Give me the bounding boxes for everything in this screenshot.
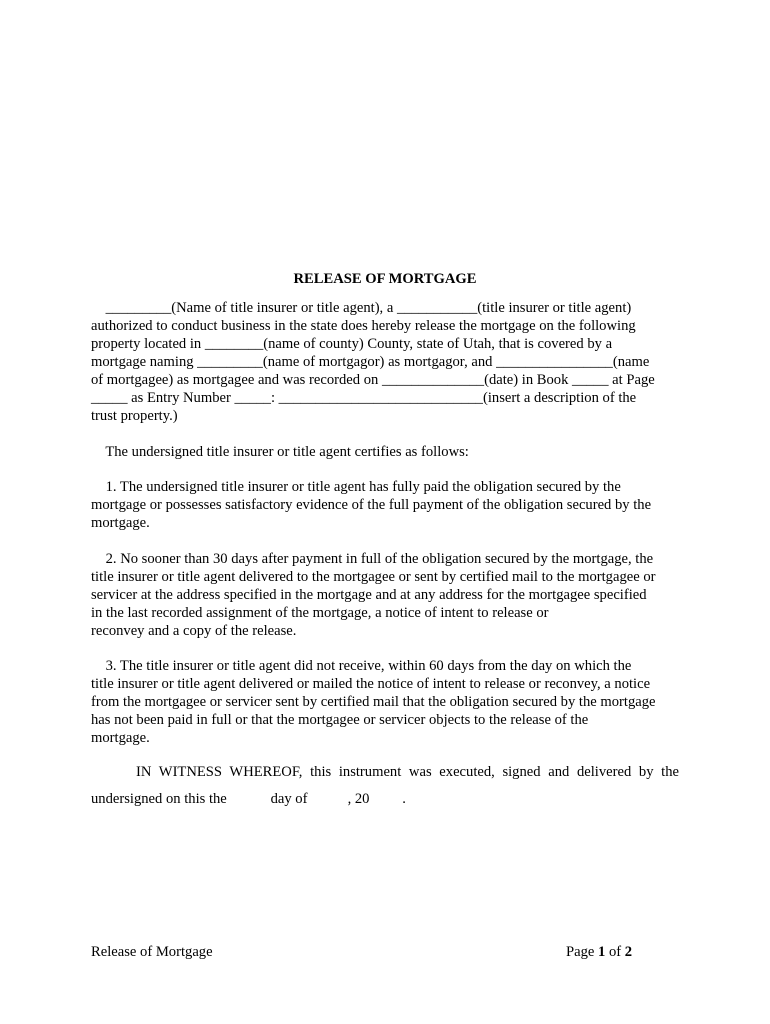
paragraph1-line: property located in ________(name of county) County, state of Utah, that is covered by a [91, 336, 613, 352]
footer-document-name: Release of Mortgage [91, 944, 213, 960]
paragraph4-line: title insurer or title agent delivered to the mortgagee or sent by certified mail to the mortgagee or [91, 569, 656, 585]
page-prefix: Page [566, 944, 599, 960]
paragraph3-line: mortgage or possesses satisfactory evidence of the full payment of the obligation secured by the [91, 497, 652, 513]
paragraph2-line: The undersigned title insurer or title agent certifies as follows: [91, 444, 469, 460]
page-of: of [605, 944, 625, 960]
paragraph1-line: _____ as Entry Number _____: ____________________________(insert a description of the [91, 390, 637, 406]
paragraph1-line: trust property.) [91, 408, 178, 424]
witness-clause-line2: undersigned on this the day of , 20 . [91, 791, 406, 807]
page-current: 1 [598, 944, 606, 960]
paragraph5-line: from the mortgagee or servicer sent by certified mail that the obligation secured by the mortgage [91, 694, 656, 710]
paragraph1-line: mortgage naming _________(name of mortgagor) as mortgagor, and ________________(name [91, 354, 650, 370]
paragraph3-line: 1. The undersigned title insurer or title agent has fully paid the obligation secured by the [91, 479, 621, 495]
paragraph4-line: servicer at the address specified in the mortgage and at any address for the mortgagee specified [91, 587, 647, 603]
document-title: RELEASE OF MORTGAGE [293, 271, 477, 287]
paragraph5-line: 3. The title insurer or title agent did not receive, within 60 days from the day on which the [91, 658, 632, 674]
page-total: 2 [624, 944, 633, 960]
paragraph3-line: mortgage. [91, 515, 150, 531]
witness-clause-line1: IN WITNESS WHEREOF, this instrument was executed, signed and delivered by the [136, 764, 679, 780]
paragraph4-line: reconvey and a copy of the release. [91, 623, 297, 639]
paragraph4-line: 2. No sooner than 30 days after payment in full of the obligation secured by the mortgage, the [91, 551, 654, 567]
paragraph5-line: mortgage. [91, 730, 150, 746]
footer-page-number [566, 944, 632, 961]
paragraph5-line: title insurer or title agent delivered or mailed the notice of intent to release or reconvey, a notice [91, 676, 651, 692]
paragraph4-line: in the last recorded assignment of the mortgage, a notice of intent to release or [91, 605, 549, 621]
paragraph1-line: authorized to conduct business in the state does hereby release the mortgage on the following [91, 318, 636, 334]
paragraph5-line: has not been paid in full or that the mortgagee or servicer objects to the release of the [91, 712, 589, 728]
paragraph1-line: of mortgagee) as mortgagee and was recorded on ______________(date) in Book _____ at Page [91, 372, 655, 388]
paragraph1-line: _________(Name of title insurer or title agent), a ___________(title insurer or title agent) [91, 300, 632, 316]
